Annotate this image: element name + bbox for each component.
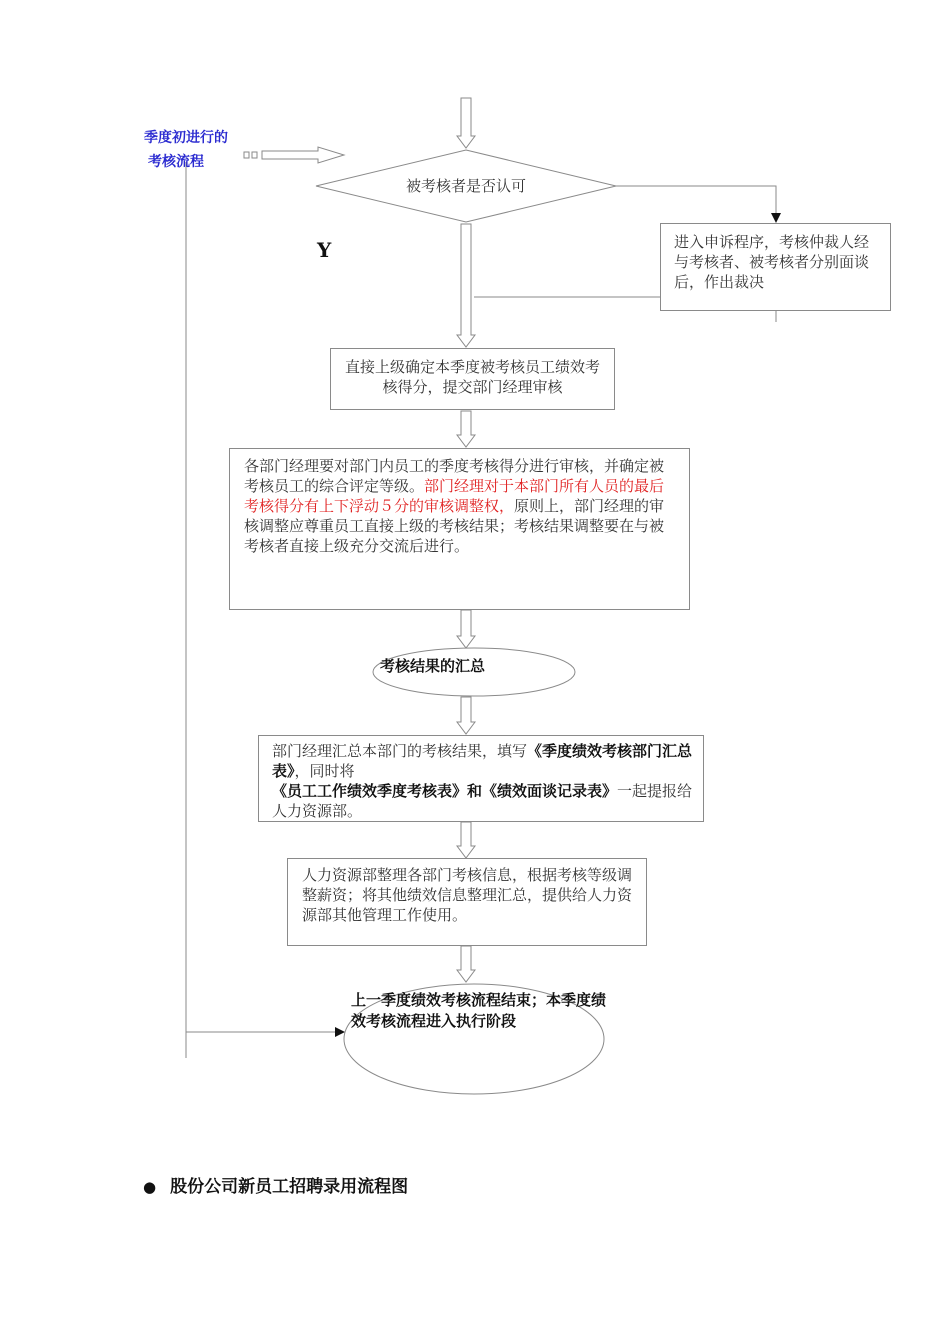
step3-text-bold-2: 《员工工作绩效季度考核表》和《绩效面谈记录表》 <box>272 782 618 800</box>
summary-ellipse-text: 考核结果的汇总 <box>380 657 486 675</box>
yes-label: Y <box>317 238 332 262</box>
start-label <box>144 126 228 174</box>
section-heading-text: 股份公司新员工招聘录用流程图 <box>170 1177 409 1197</box>
hollow-arrow-summary-to-step3 <box>457 697 475 734</box>
step4-text: 人力资源部整理各部门考核信息，根据考核等级调整薪资；将其他绩效信息整理汇总，提供给人力资源部其他管理工作使用。 <box>302 866 633 924</box>
step4-box <box>287 858 647 946</box>
step3-text-3: 一起提报给人力资源部。 <box>272 782 693 820</box>
hollow-arrow-step4-to-end <box>457 946 475 982</box>
step3-text-bold-1: 《季度绩效考核部门汇总表》 <box>272 742 693 780</box>
step2-text-part1: 各部门经理要对部门内员工的季度考核得分进行审核，并确定被考核员工的综合评定等级。 <box>244 457 665 495</box>
appeal-box-text: 进入申诉程序，考核仲裁人经与考核者、被考核者分别面谈后，作出裁决 <box>674 233 870 291</box>
decision-text: 被考核者是否认可 <box>405 177 526 195</box>
step2-text-highlight: 部门经理对于本部门所有人员的最后考核得分有上下浮动５分的审核调整权， <box>244 477 665 515</box>
appeal-box <box>660 223 891 311</box>
hollow-arrow-step3-to-step4 <box>457 822 475 858</box>
arrowhead-to-appeal <box>771 213 781 223</box>
no-branch-line <box>616 186 776 214</box>
section-heading <box>143 1172 408 1197</box>
step1-box <box>330 348 615 410</box>
step2-box <box>229 448 690 610</box>
step3-text-1: 部门经理汇总本部门的考核结果，填写 <box>272 742 528 760</box>
hollow-arrow-decision-to-step1 <box>457 224 475 347</box>
bullet-icon: ● <box>143 1178 157 1196</box>
step1-text: 直接上级确定本季度被考核员工绩效考核得分，提交部门经理审核 <box>344 358 600 396</box>
arrowhead-to-end <box>335 1027 345 1037</box>
step3-box <box>258 735 704 822</box>
hollow-arrow-top <box>457 98 475 148</box>
end-ellipse-text: 上一季度绩效考核流程结束；本季度绩效考核流程进入执行阶段 <box>351 991 607 1030</box>
start-label-line2: 考核流程 <box>148 154 204 170</box>
start-label-line1: 季度初进行的 <box>144 130 228 146</box>
step3-text-2: ，同时将 <box>294 762 355 780</box>
hollow-arrow-step2-to-summary <box>457 610 475 648</box>
hollow-arrow-step1-to-step2 <box>457 411 475 447</box>
hollow-arrow-start-to-decision <box>262 147 344 163</box>
step2-text-part2: 原则上，部门经理的审核调整应尊重员工直接上级的考核结果；考核结果调整要在与被考核者直接上级充分交流后进行。 <box>244 497 665 555</box>
